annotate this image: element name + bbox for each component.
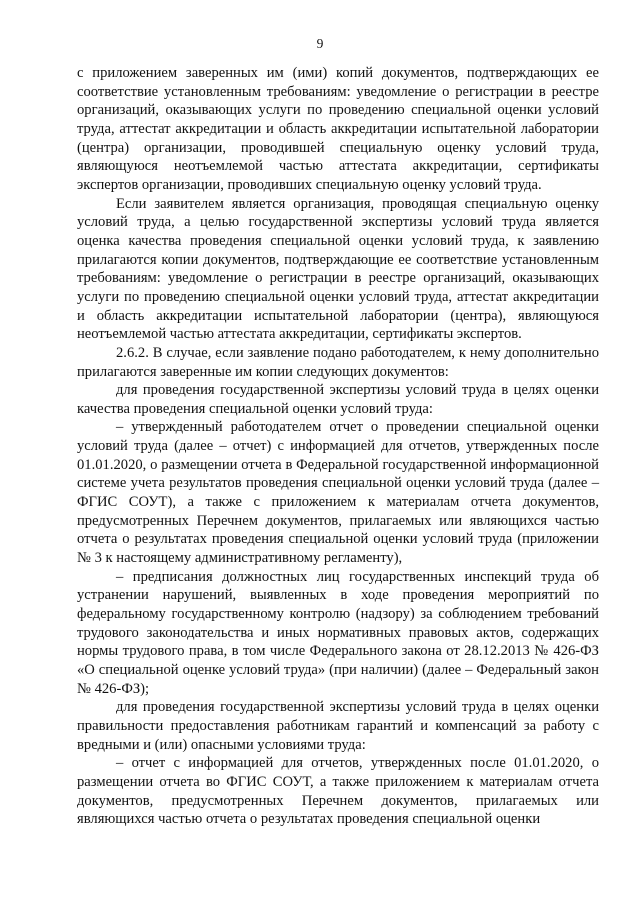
paragraph: 2.6.2. В случае, если заявление подано работодателем, к нему дополнительно прилагаются заверенные им копии следующих документов: [77,344,599,380]
paragraph: для проведения государственной экспертизы условий труда в целях оценки правильности предоставления работникам гарантий и компенсаций за работу с вредными и (или) опасными условиями труда: [77,699,599,753]
paragraph: – предписания должностных лиц государственных инспекций труда об устранении нарушений, выявленных в ходе проведения мероприятий по федеральному государственному контролю (надзору) за соблюдением требований трудового законодательства и иных нормативных правовых актов, содержащих нормы трудового права, в том числе Федерального закона от 28.12.2013 № 426-ФЗ «О специальной оценке условий труда» (при наличии) (далее – Федеральный закон № 426-ФЗ); [77,568,599,697]
paragraph: Если заявителем является организация, проводящая специальную оценку условий труда, а целью государственной экспертизы условий труда является оценка качества проведения специальной оценки условий труда, к заявлению прилагаются копии документов, подтверждающие ее соответствие установленным требованиям: уведомление о регистрации в реестре организаций, оказывающих услуги по проведению специальной оценки условий труда, аттестат аккредитации и область аккредитации испытательной лаборатории (центра), являющуюся неотъемлемой частью аттестата аккредитации, сертификаты экспертов. [77,195,599,343]
paragraph: – отчет с информацией для отчетов, утвержденных после 01.01.2020, о размещении отчета во ФГИС СОУТ, а также приложением к материалам отчета документов, предусмотренных Перечнем документов, прилагаемых или являющихся частью отчета о результатах проведения специальной оценки [77,755,599,828]
page-number: 9 [316,36,324,51]
paragraph: – утвержденный работодателем отчет о проведении специальной оценки условий труда (далее – отчет) с информацией для отчетов, утвержденных после 01.01.2020, о размещении отчета в Федеральной государственной информационной системе учета результатов проведения специальной оценки условий труда (далее – ФГИС СОУТ), а также с приложением к материалам отчета документов, предусмотренных Перечнем документов, прилагаемых или являющихся частью отчета о результатах проведения специальной оценки условий труда (приложении № 3 к настоящему административному регламенту), [77,419,599,567]
body-text [77,64,599,829]
paragraph: с приложением заверенных им (ими) копий документов, подтверждающих ее соответствие установленным требованиям: уведомление о регистрации в реестре организаций, оказывающих услуги по проведению специальной оценки условий труда, аттестат аккредитации и область аккредитации испытательной лаборатории (центра) организации, проводившей специальную оценку условий труда, являющуюся неотъемлемой частью аттестата аккредитации, сертификаты экспертов организации, проводивших специальную оценку условий труда. [77,65,599,193]
paragraph: для проведения государственной экспертизы условий труда в целях оценки качества проведения специальной оценки условий труда: [77,382,599,417]
